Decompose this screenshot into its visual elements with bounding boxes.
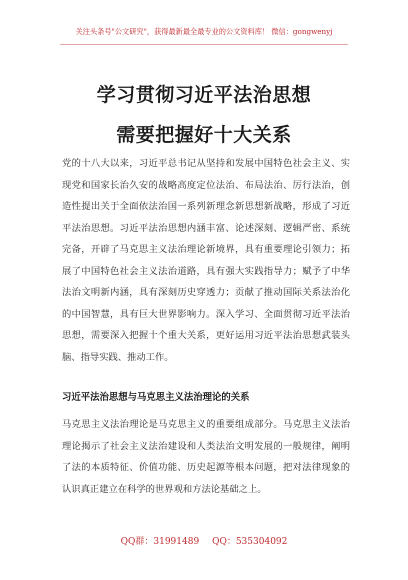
- footer-qq-number: QQ：535304092: [212, 537, 288, 547]
- section-paragraph: 马克思主义法治理论是马克思主义的重要组成部分。马克思主义法治理论揭示了社会主义法治建设和人类法治文明发展的一般规律，阐明了法的本质特征、价值功能、历史起源等根本问题，把对法律现象的认识真正建立在科学的世界观和方法论基础之上。: [62, 419, 350, 495]
- intro-paragraph: 党的十八大以来，习近平总书记从坚持和发展中国特色社会主义、实现党和国家长治久安的战略高度定位法治、布局法治、厉行法治，创造性提出关于全面依法治国一系列新理念新思想新战略，形成了习近平法治思想。习近平法治思想内涵丰富、论述深刻、逻辑严密、系统完备，开辟了马克思主义法治理论新境界，具有重要理论引领力；拓展了中国特色社会主义法治道路，具有强大实践指导力；赋予了中华法治文明新内涵，具有深刻历史穿透力；贡献了推动国际关系法治化的中国智慧，具有巨大世界影响力。深入学习、全面贯彻习近平法治思想，需要深入把握十个重大关系，更好运用习近平法治思想武装头脑、指导实践、推动工作。: [62, 158, 350, 363]
- section-heading: 习近平法治思想与马克思主义法治理论的关系: [62, 392, 250, 403]
- header-promo-note: 关注头条号"公文研究"，获得最新最全最专业的公文资料库！ 微信：gongwenyj: [75, 27, 333, 36]
- document-title-line-1: 学习贯彻习近平法治思想: [96, 84, 312, 106]
- footer-qq-group: QQ群：31991489: [120, 537, 200, 547]
- footer-contact: [0, 534, 408, 547]
- header-divider: [60, 44, 348, 45]
- document-title-line-2: 需要把握好十大关系: [116, 124, 292, 146]
